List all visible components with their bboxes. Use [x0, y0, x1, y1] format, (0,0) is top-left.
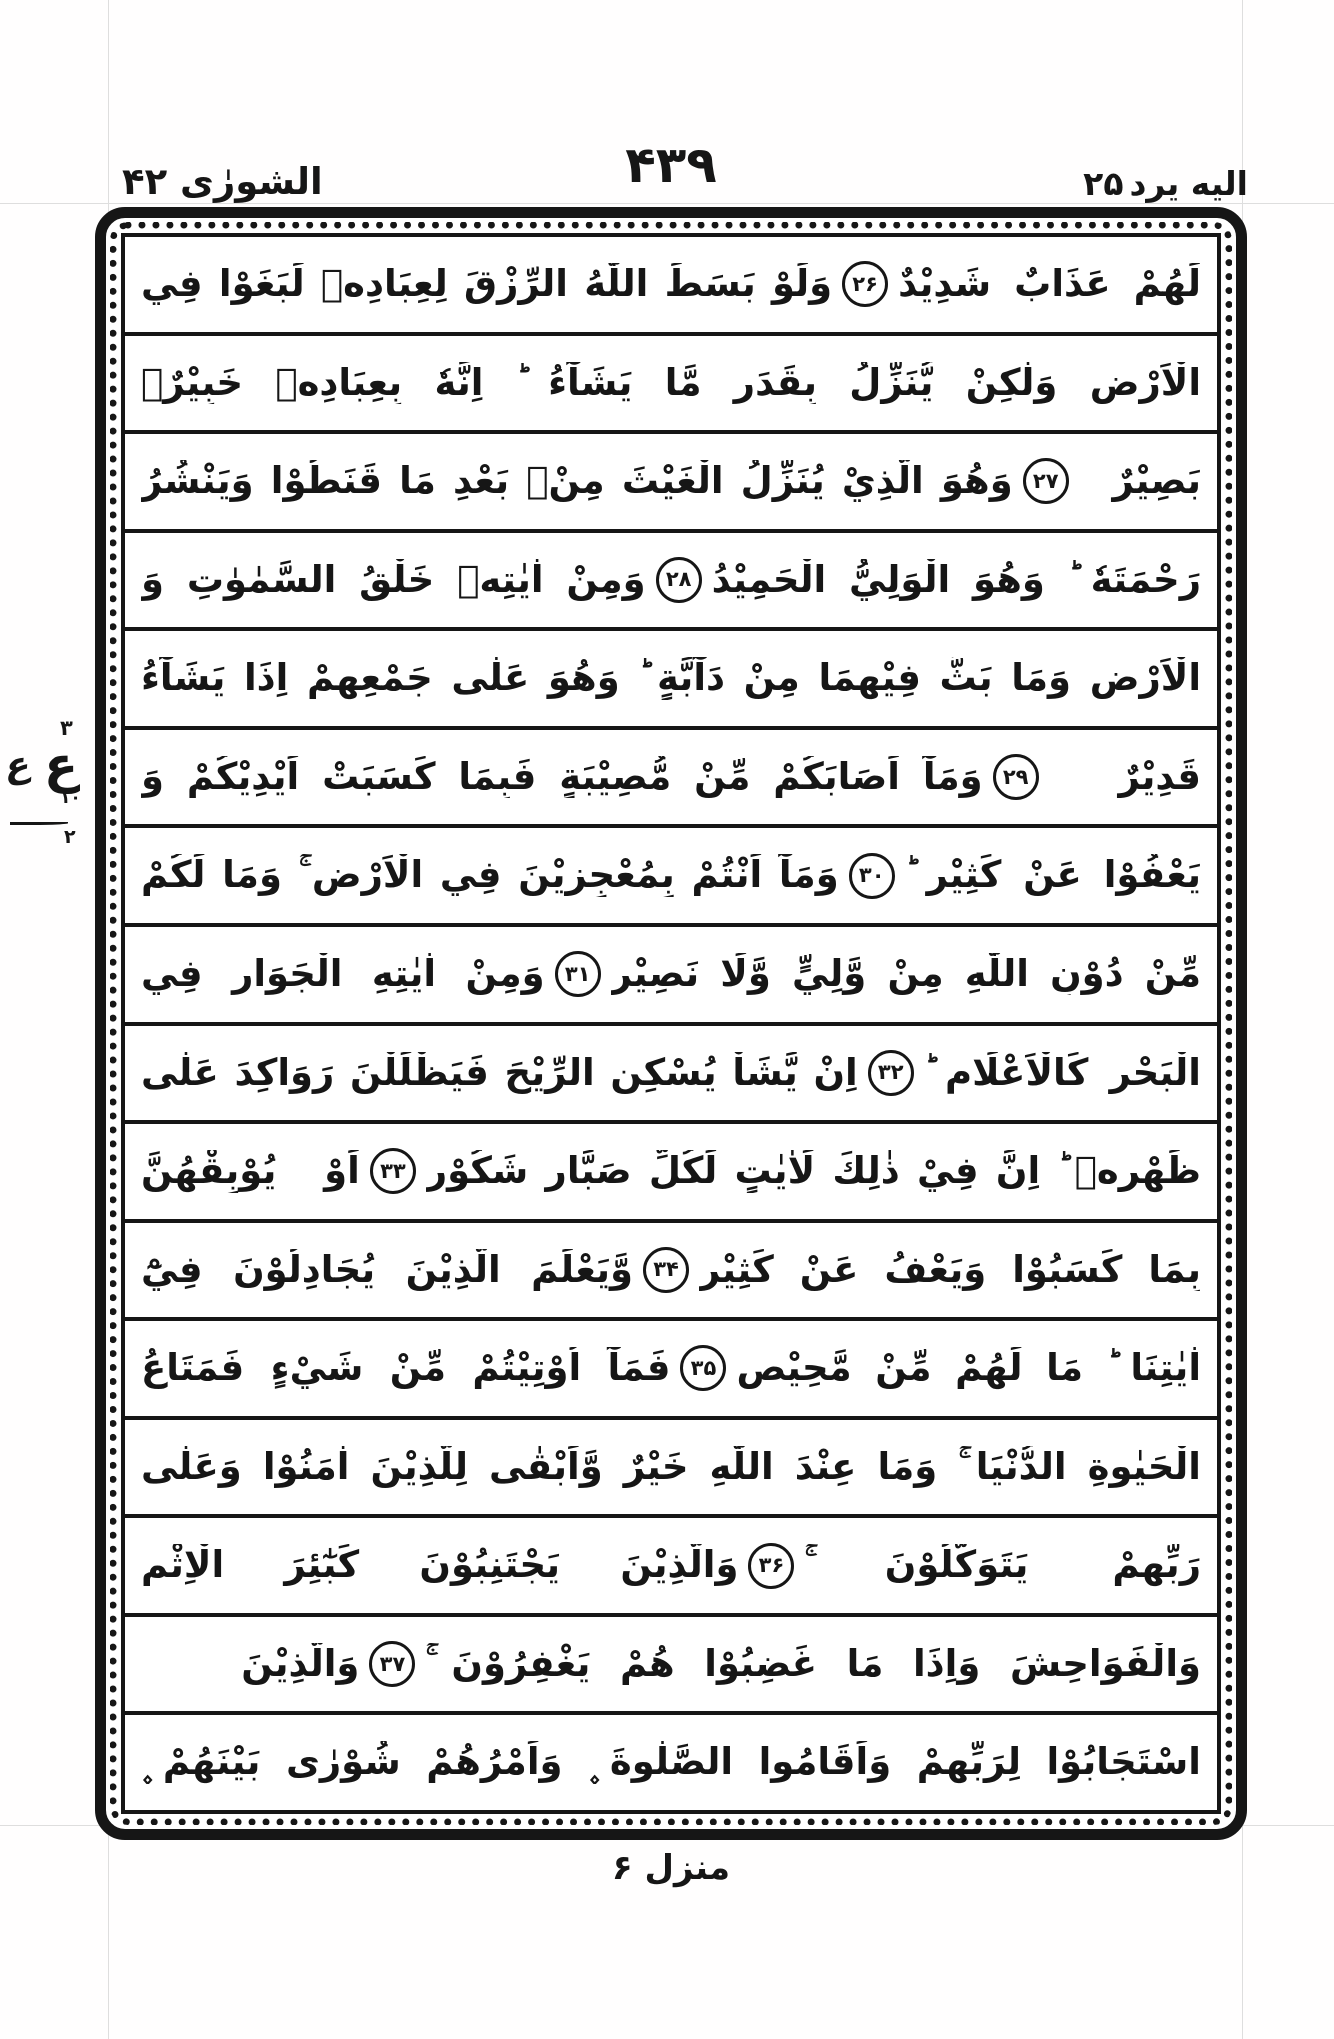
quran-text-segment: رَحْمَتَهٗ ؕ وَهُوَ الْوَلِيُّ الْحَمِيْدُ [711, 558, 1201, 601]
ruku-margin-marker [4, 716, 96, 858]
quran-text-segment: لَهُمْ عَذَابٌ شَدِيْدٌ [898, 263, 1201, 305]
quran-text-segment: اِنْ يَّشَاْ يُسْكِنِ الرِّيْحَ فَيَظْلَلْنَ رَوَاكِدَ عَلٰى [140, 1051, 858, 1094]
ayah-number-badge: ۳۳ [370, 1148, 416, 1194]
quran-text-segment: وَالَّذِيْنَ يَجْتَنِبُوْنَ كَبٰٓئِرَ الْاِثْمِ [140, 1544, 739, 1587]
ayah-number-badge: ۳۴ [643, 1247, 689, 1293]
beaded-ornament-border [110, 222, 1232, 1825]
ayah-number-badge: ۳۷ [369, 1641, 415, 1687]
ain-flourish-glyph: ع [4, 743, 33, 788]
ayah-number-badge: ۲۶ [842, 261, 888, 307]
quran-text-segment: وَّيَعْلَمَ الَّذِيْنَ يُجَادِلُوْنَ فِيْٓ [141, 1248, 634, 1291]
quran-text-segment: وَلَوْ بَسَطَ اللّٰهُ الرِّزْقَ لِعِبَادِهٖ لَبَغَوْا فِي [140, 263, 833, 305]
ayah-number-badge: ۳۲ [868, 1050, 914, 1096]
quran-text-segment: فَمَآ اُوْتِيْتُمْ مِّنْ شَيْءٍ فَمَتَاعُ [140, 1347, 671, 1390]
page-number [560, 128, 782, 194]
quran-line [125, 434, 1217, 533]
ayah-number-badge: ۲۹ [993, 754, 1039, 800]
quran-text-segment: مِّنْ دُوْنِ اللّٰهِ مِنْ وَّلِيٍّ وَّلَا نَصِيْرٍ [610, 952, 1201, 995]
ayah-number-badge: ۳۵ [680, 1345, 726, 1391]
quran-line [125, 336, 1217, 435]
ayah-number-badge: ۳۶ [748, 1543, 794, 1589]
quran-text-segment: اٰيٰتِنَا ؕ مَا لَهُمْ مِّنْ مَّحِيْصٍ [736, 1347, 1201, 1390]
quran-text-segment: بِمَا كَسَبُوْا وَيَعْفُ عَنْ كَثِيْرٍ [699, 1248, 1201, 1291]
quran-line [125, 1518, 1217, 1617]
quran-text-segment: وَمِنْ اٰيٰتِهِ الْجَوَارِ فِي [140, 952, 545, 995]
ayah-number-badge: ۳۱ [555, 951, 601, 997]
quran-line [125, 1420, 1217, 1519]
ayah-number-badge: ۲۸ [656, 557, 702, 603]
quran-text-segment: ظَهْرِهٖ ؕ اِنَّ فِيْ ذٰلِكَ لَاٰيٰتٍ لِّكُلِّ صَبَّارٍ شَكُوْرٍ [425, 1150, 1201, 1193]
page-border-frame [95, 207, 1247, 1840]
quran-text-segment: قَدِيْرٌ [1118, 755, 1201, 798]
quran-line [125, 1026, 1217, 1125]
ayah-number-badge: ۳۰ [849, 853, 895, 899]
juz-number: ۲۵ [1083, 164, 1124, 203]
quran-line [125, 1715, 1217, 1810]
quran-text-segment: الْاَرْضِ وَمَا بَثَّ فِيْهِمَا مِنْ دَآبَّةٍ ؕ وَهُوَ عَلٰى جَمْعِهِمْ اِذَا يَشَآءُ [141, 657, 1201, 700]
ruku-count-top: ٣ [60, 716, 73, 740]
quran-line [125, 1321, 1217, 1420]
quran-text-segment: رَبِّهِمْ يَتَوَكَّلُوْنَ ۚ [804, 1544, 1201, 1587]
quran-line [125, 1223, 1217, 1322]
ruku-swash-ornament [10, 822, 68, 825]
quran-line [125, 828, 1217, 927]
text-block [121, 233, 1221, 1814]
page-number-value: ۴۳۹ [625, 136, 717, 194]
ruku-count-bottom: ٢ [64, 826, 76, 848]
juz-header-label [1058, 138, 1248, 203]
quran-line [125, 730, 1217, 829]
surah-header-label [122, 138, 323, 203]
ain-marker-glyph: ع [44, 736, 79, 794]
quran-text-segment: وَالْفَوَاحِشَ وَاِذَا مَا غَضِبُوْا هُمْ يَغْفِرُوْنَ ۚ [425, 1642, 1201, 1685]
surah-name-and-number: الشورٰى ۴۲ [122, 160, 323, 203]
quran-text-segment: وَمِنْ اٰيٰتِهٖ خَلْقُ السَّمٰوٰتِ وَ [140, 558, 646, 601]
juz-name: اليه يرد [1129, 164, 1248, 203]
ruku-count-middle: ١٠ [60, 788, 81, 808]
quran-line [125, 927, 1217, 1026]
quran-text-segment: اسْتَجَابُوْا لِرَبِّهِمْ وَاَقَامُوا الصَّلٰوةَ ۪ وَاَمْرُهُمْ شُوْرٰى بَيْنَهُمْ ۪ [141, 1741, 1201, 1784]
scan-guide-line-top [0, 203, 1334, 204]
quran-text-segment: الْبَحْرِ كَالْاَعْلَامِ ؕ [923, 1051, 1201, 1094]
quran-text-segment: وَهُوَ الَّذِيْ يُنَزِّلُ الْغَيْثَ مِنْۢ بَعْدِ مَا قَنَطُوْا وَيَنْشُرُ [141, 460, 1013, 503]
quran-text-segment: بَصِيْرٌ [1112, 460, 1201, 503]
quran-line [125, 631, 1217, 730]
ayah-number-badge: ۲۷ [1023, 458, 1069, 504]
quran-text-segment: اَوْ يُوْبِقْهُنَّ [141, 1150, 360, 1193]
quran-line [125, 533, 1217, 632]
manzil-footer-label [556, 1848, 786, 1889]
quran-line [125, 1617, 1217, 1716]
quran-text-segment: وَالَّذِيْنَ [241, 1642, 360, 1685]
quran-text-segment: يَعْفُوْا عَنْ كَثِيْرٍ ؕ [904, 854, 1201, 897]
quran-text-segment: وَمَآ اَصَابَكُمْ مِّنْ مُّصِيْبَةٍ فَبِمَا كَسَبَتْ اَيْدِيْكُمْ وَ [140, 755, 983, 798]
quran-text-segment: الْحَيٰوةِ الدُّنْيَا ۚ وَمَا عِنْدَ اللّٰهِ خَيْرٌ وَّاَبْقٰى لِلَّذِيْنَ اٰمَنُوْا وَعَلٰى [141, 1445, 1201, 1488]
quran-line [125, 1124, 1217, 1223]
quran-text-segment: الْاَرْضِ وَلٰكِنْ يُّنَزِّلُ بِقَدَرٍ مَّا يَشَآءُ ؕ اِنَّهٗ بِعِبَادِهٖ خَبِيْرٌۢ [141, 361, 1201, 404]
quran-text-segment: وَمَآ اَنْتُمْ بِمُعْجِزِيْنَ فِي الْاَرْضِ ۚ وَمَا لَكُمْ [141, 854, 839, 897]
quran-line [125, 237, 1217, 336]
manzil-label: منزل ۶ [611, 1848, 731, 1888]
